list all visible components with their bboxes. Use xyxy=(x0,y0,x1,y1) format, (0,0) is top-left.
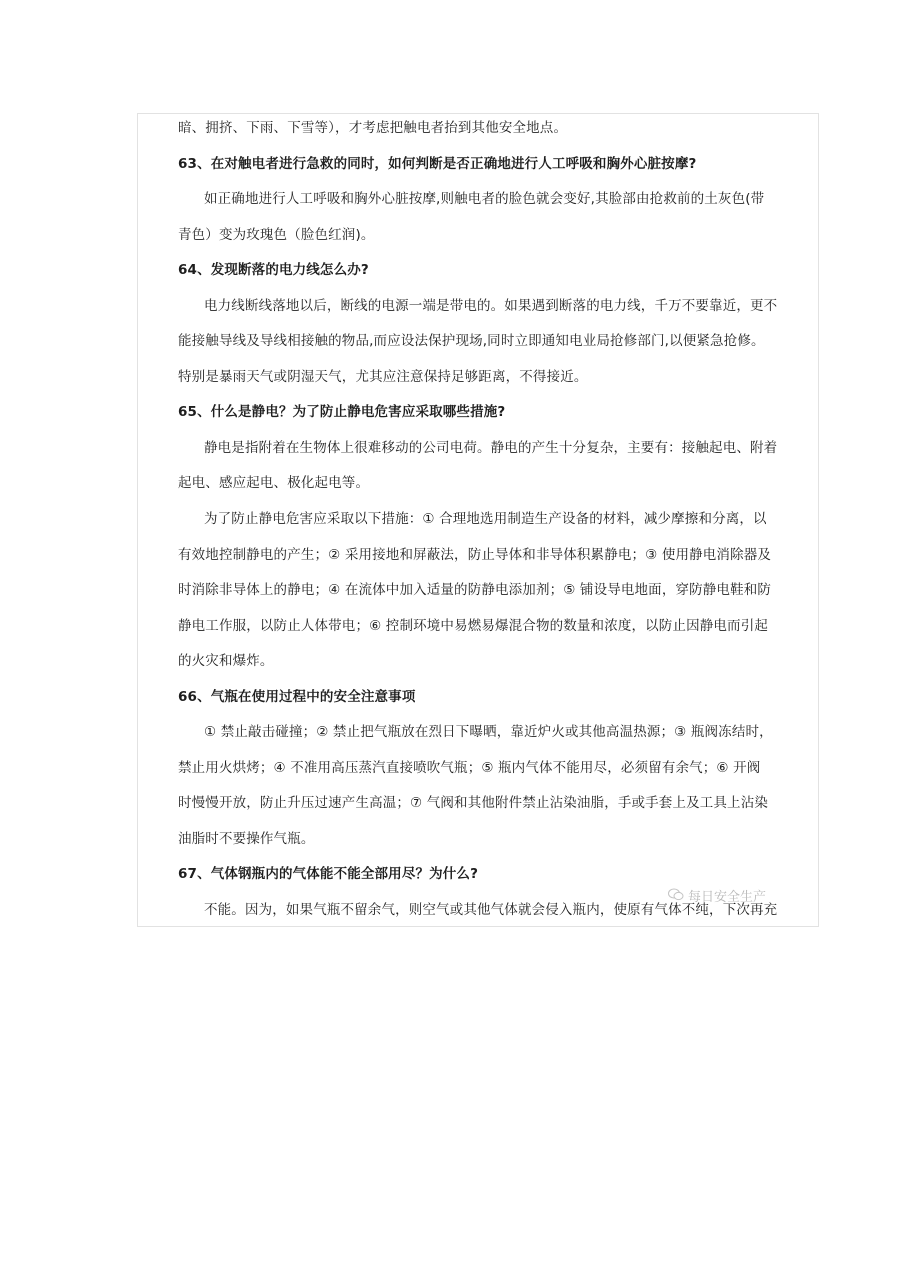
text-line: 时慢慢开放，防止升压过速产生高温；⑦ 气阀和其他附件禁止沾染油脂，手或手套上及工具上沾染 xyxy=(178,795,768,811)
question-heading-64: 64、发现断落的电力线怎么办? xyxy=(178,262,369,278)
text-line: 静电是指附着在生物体上很难移动的公司电荷。静电的产生十分复杂，主要有：接触起电、附着 xyxy=(204,440,778,456)
text-line: 为了防止静电危害应采取以下措施：① 合理地选用制造生产设备的材料，减少摩擦和分离，以 xyxy=(204,511,767,527)
text-line: 电力线断线落地以后，断线的电源一端是带电的。如果遇到断落的电力线，千万不要靠近，更不 xyxy=(204,298,778,314)
text-line: ① 禁止敲击碰撞；② 禁止把气瓶放在烈日下曝晒，靠近炉火或其他高温热源；③ 瓶阀冻结时， xyxy=(204,724,773,740)
question-heading-66: 66、气瓶在使用过程中的安全注意事项 xyxy=(178,689,416,705)
document-page xyxy=(137,113,819,927)
text-line: 的火灾和爆炸。 xyxy=(178,653,274,669)
text-line: 起电、感应起电、极化起电等。 xyxy=(178,475,370,491)
text-line: 不能。因为，如果气瓶不留余气，则空气或其他气体就会侵入瓶内，使原有气体不纯，下次再充 xyxy=(204,902,778,918)
text-line: 静电工作服，以防止人体带电；⑥ 控制环境中易燃易爆混合物的数量和浓度，以防止因静电而引起 xyxy=(178,618,768,634)
question-heading-67: 67、气体钢瓶内的气体能不能全部用尽？为什么? xyxy=(178,866,479,882)
text-line: 时消除非导体上的静电；④ 在流体中加入适量的防静电添加剂；⑤ 铺设导电地面，穿防静电鞋和防 xyxy=(178,582,772,598)
text-line: 青色）变为玫瑰色（脸色红润)。 xyxy=(178,227,375,243)
text-line: 暗、拥挤、下雨、下雪等），才考虑把触电者抬到其他安全地点。 xyxy=(178,120,568,136)
text-line: 有效地控制静电的产生；② 采用接地和屏蔽法，防止导体和非导体积累静电；③ 使用静电消除器及 xyxy=(178,547,772,563)
question-heading-63: 63、在对触电者进行急救的同时，如何判断是否正确地进行人工呼吸和胸外心脏按摩? xyxy=(178,156,697,172)
text-line: 如正确地进行人工呼吸和胸外心脏按摩,则触电者的脸色就会变好,其脸部由抢救前的土灰色(带 xyxy=(204,191,765,207)
watermark-text: 每日安全生产 xyxy=(688,890,767,905)
text-line: 油脂时不要操作气瓶。 xyxy=(178,831,315,847)
text-line: 特别是暴雨天气或阴湿天气，尤其应注意保持足够距离，不得接近。 xyxy=(178,369,588,385)
question-heading-65: 65、什么是静电？为了防止静电危害应采取哪些措施? xyxy=(178,404,506,420)
text-line: 能接触导线及导线相接触的物品,而应设法保护现场,同时立即通知电业局抢修部门,以便紧急抢修。 xyxy=(178,333,765,349)
text-line: 禁止用火烘烤；④ 不准用高压蒸汽直接喷吹气瓶；⑤ 瓶内气体不能用尽，必须留有余气；⑥ 开阀 xyxy=(178,760,761,776)
